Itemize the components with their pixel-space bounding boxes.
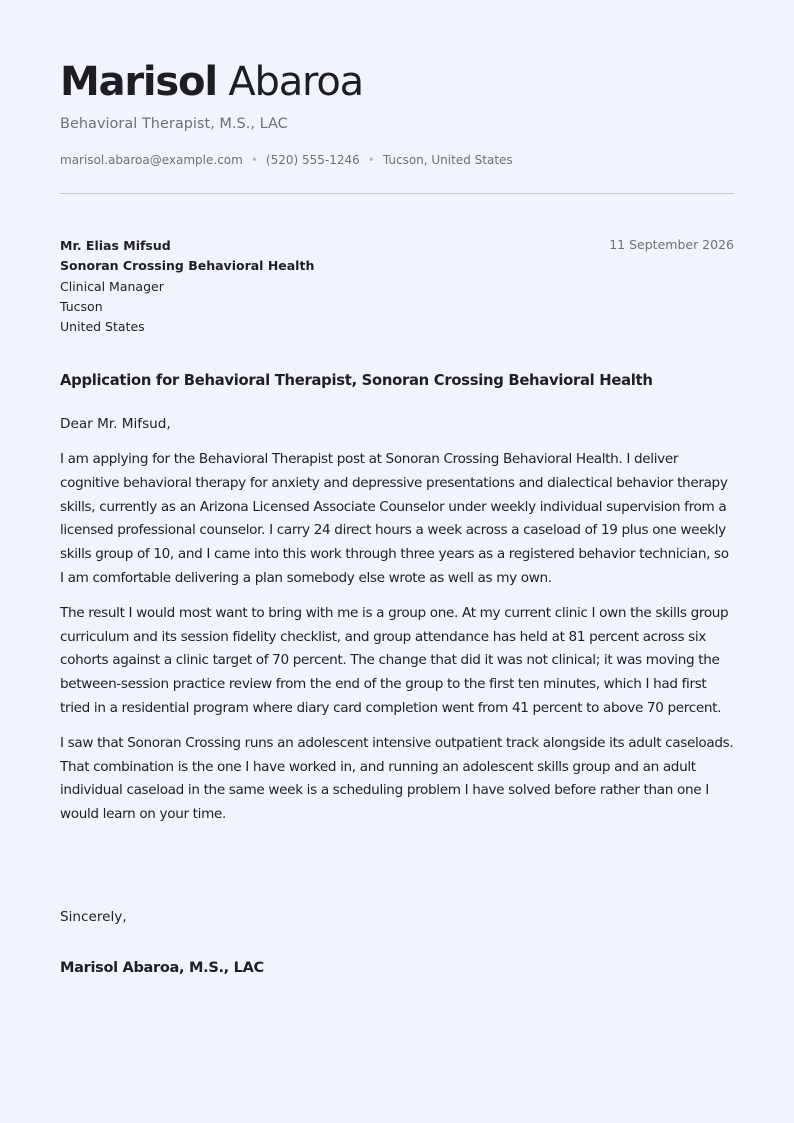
salutation: Dear Mr. Mifsud, (60, 416, 171, 432)
header-divider (60, 193, 734, 194)
body-paragraph: I saw that Sonoran Crossing runs an adolescent intensive outpatient track alongside its adult caseloads. That combination is the one I have worked in, and running an adolescent skills group and an adult individual caseload in the same week is a scheduling problem I have solved before rather than one I would learn on your time. (60, 734, 734, 823)
recipient-block (60, 236, 314, 337)
phone-text: (520) 555-1246 (265, 153, 360, 167)
recipient-country: United States (60, 319, 145, 335)
applicant-title: Behavioral Therapist, M.S., LAC (60, 116, 288, 132)
body-paragraph: The result I would most want to bring with me is a group one. At my current clinic I own the skills group curriculum and its session fidelity checklist, and group attendance has held at 81 percent across six cohorts against a clinic target of 70 percent. The change that did it was not clinical; it was moving the between-session practice review from the end of the group to the first ten minutes, which I had first tried in a residential program where diary card completion went from 41 percent to above 70 percent. (60, 604, 729, 716)
letter-subject: Application for Behavioral Therapist, Sonoran Crossing Behavioral Health (60, 372, 653, 389)
recipient-role: Clinical Manager (60, 278, 164, 294)
letter-date: 11 September 2026 (609, 237, 734, 252)
body-paragraph: I am applying for the Behavioral Therapist post at Sonoran Crossing Behavioral Health. I deliver cognitive behavioral therapy for anxiety and depressive presentations and dialectical behavior therapy skills, currently as an Arizona Licensed Associate Counselor under weekly individual supervision from a licensed professional counselor. I carry 24 direct hours a week across a caseload of 19 plus one weekly skills group of 10, and I came into this work through three years as a registered behavior technician, so I am comfortable delivering a plan somebody else wrote as well as my own. (60, 451, 729, 586)
email-text: marisol.abaroa@example.com (60, 153, 243, 167)
first-name: Marisol (60, 59, 217, 105)
applicant-name (60, 58, 363, 106)
separator-dot: • (367, 153, 375, 167)
separator-dot: • (250, 153, 258, 167)
signature: Marisol Abaroa, M.S., LAC (60, 960, 264, 976)
last-name: Abaroa (228, 59, 363, 105)
recipient-city: Tucson (60, 298, 103, 314)
letter-body (60, 448, 734, 838)
closing: Sincerely, (60, 909, 127, 925)
recipient-organization: Sonoran Crossing Behavioral Health (60, 258, 315, 274)
recipient-name: Mr. Elias Mifsud (60, 238, 171, 253)
location-text: Tucson, United States (382, 153, 513, 167)
contact-line (60, 152, 513, 168)
